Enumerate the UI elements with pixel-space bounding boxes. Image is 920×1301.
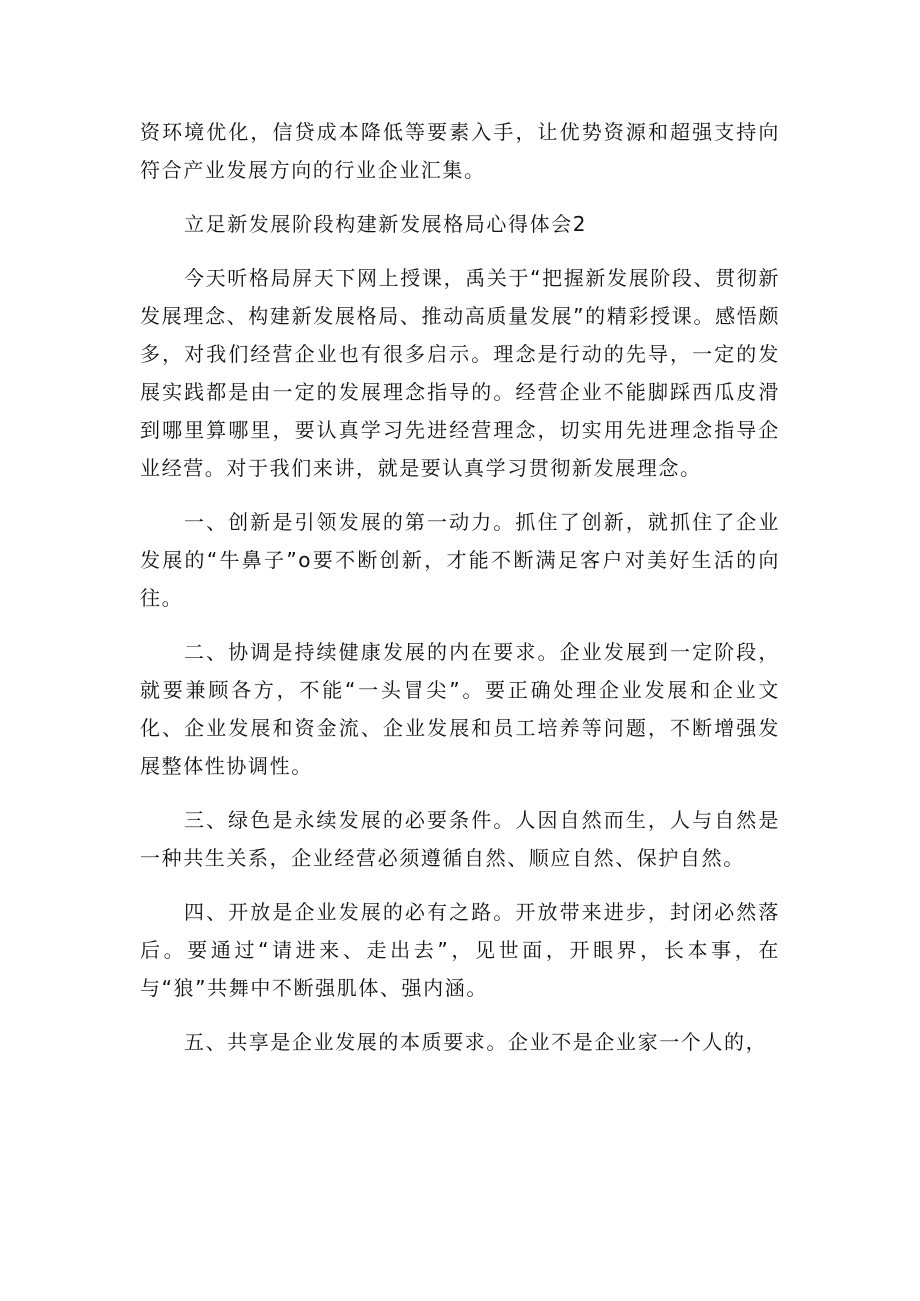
paragraph-sharing: 五、共享是企业发展的本质要求。企业不是企业家一个人的，: [184, 1030, 768, 1054]
paragraph-continuation: 资环境优化，信贷成本降低等要素入手，让优势资源和超强支持向符合产业发展方向的行业企业汇集。: [140, 120, 780, 182]
paragraph-openness: 四、开放是企业发展的必有之路。开放带来进步，封闭必然落后。要通过“请进来、走出去”，见世面，开眼界，长本事，在与“狼”共舞中不断强肌体、强内涵。: [140, 900, 780, 1000]
paragraph-intro: 今天听格局屏天下网上授课，禹关于“把握新发展阶段、贯彻新发展理念、构建新发展格局、推动高质量发展”的精彩授课。感悟颇多，对我们经营企业也有很多启示。理念是行动的先导，一定的发展实践都是由一定的发展理念指导的。经营企业不能脚踩西瓜皮滑到哪里算哪里，要认真学习先进经营理念，切实用先进理念指导企业经营。对于我们来讲，就是要认真学习贯彻新发展理念。: [140, 266, 780, 480]
paragraph-green: 三、绿色是永续发展的必要条件。人因自然而生，人与自然是一种共生关系，企业经营必须遵循自然、顺应自然、保护自然。: [140, 808, 780, 870]
section-title: 立足新发展阶段构建新发展格局心得体会2: [184, 212, 588, 236]
paragraph-innovation: 一、创新是引领发展的第一动力。抓住了创新，就抓住了企业发展的“牛鼻子”o要不断创新，才能不断满足客户对美好生活的向往。: [140, 510, 780, 610]
document-body: [140, 113, 780, 1077]
paragraph-coordination: 二、协调是持续健康发展的内在要求。企业发展到一定阶段，就要兼顾各方，不能“一头冒尖”。要正确处理企业发展和企业文化、企业发展和资金流、企业发展和员工培养等问题，不断增强发展整体性协调性。: [140, 640, 780, 778]
